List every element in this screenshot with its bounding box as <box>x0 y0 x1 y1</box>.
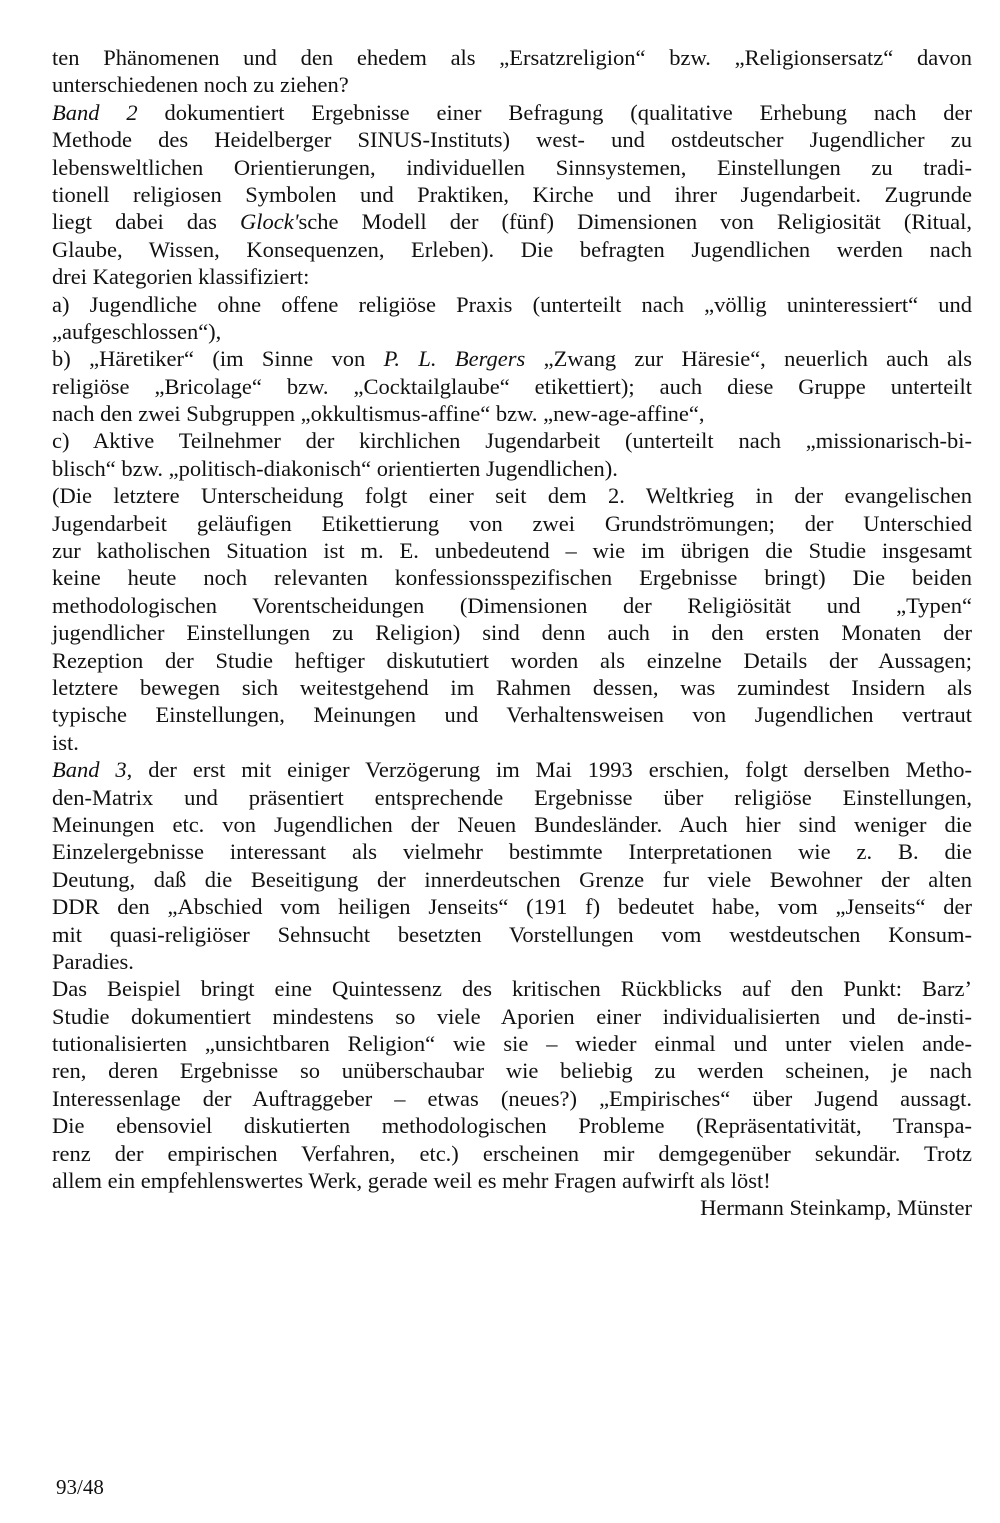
text-segment: blisch“ bzw. „politisch-diakonisch“ orientierten Jugendlichen). <box>52 455 618 481</box>
text-line <box>52 1167 972 1194</box>
text-line <box>52 510 972 537</box>
text-line <box>52 482 972 509</box>
text-line <box>52 291 972 318</box>
text-segment: DDR den „Abschied vom heiligen Jenseits“ (191 f) bedeutet habe, vom „Jenseits“ der <box>52 894 972 920</box>
author-signature: Hermann Steinkamp, Münster <box>700 1195 972 1221</box>
text-line <box>52 975 972 1002</box>
text-segment: Die ebensoviel diskutierten methodologischen Probleme (Repräsentativität, Transpa- <box>52 1113 972 1139</box>
text-line <box>52 1057 972 1084</box>
text-segment: Studie dokumentiert mindestens so viele Aporien einer individualisierten und de-insti- <box>52 1003 972 1029</box>
text-segment: Meinungen etc. von Jugendlichen der Neuen Bundesländer. Auch hier sind weniger die <box>52 811 972 837</box>
text-line <box>52 811 972 838</box>
text-segment: jugendlicher Einstellungen zu Religion) sind denn auch in den ersten Monaten der <box>52 620 972 646</box>
text-segment: sche Modell der (fünf) Dimensionen von Religiosität (Ritual, <box>298 209 972 235</box>
text-line <box>52 1140 972 1167</box>
text-segment: methodologischen Vorentscheidungen (Dimensionen der Religiösität und „Typen“ <box>52 592 972 618</box>
text-line <box>52 784 972 811</box>
text-line <box>52 619 972 646</box>
text-line <box>52 1003 972 1030</box>
text-line <box>52 181 972 208</box>
text-segment: lebensweltlichen Orientierungen, individuellen Sinnsystemen, Einstellungen zu tradi- <box>52 154 972 180</box>
italic-text: P. L. Bergers <box>383 346 526 372</box>
text-line <box>52 838 972 865</box>
text-segment: keine heute noch relevanten konfessionsspezifischen Ergebnisse bringt) Die beiden <box>52 565 972 591</box>
text-segment: Rezeption der Studie heftiger diskututiert worden als einzelne Details der Aussagen; <box>52 647 972 673</box>
page-number: 93/48 <box>56 1475 104 1499</box>
text-line <box>52 400 972 427</box>
text-segment: c) Aktive Teilnehmer der kirchlichen Jugendarbeit (unterteilt nach „missionarisch-bi- <box>52 428 972 454</box>
text-line <box>52 44 972 71</box>
text-segment: allem ein empfehlenswertes Werk, gerade weil es mehr Fragen aufwirft als löst! <box>52 1168 771 1194</box>
text-line <box>52 71 972 98</box>
text-segment: dokumentiert Ergebnisse einer Befragung (qualitative Erhebung nach der <box>137 99 972 125</box>
text-line <box>52 674 972 701</box>
text-segment: unterschiedenen noch zu ziehen? <box>52 72 349 98</box>
text-line <box>52 427 972 454</box>
text-segment: a) Jugendliche ohne offene religiöse Praxis (unterteilt nach „völlig uninteressiert“ und <box>52 291 972 317</box>
text-segment: ist. <box>52 729 79 755</box>
text-line <box>52 154 972 181</box>
text-line <box>52 99 972 126</box>
text-line <box>52 564 972 591</box>
text-segment: Paradies. <box>52 948 134 974</box>
text-segment: renz der empirischen Verfahren, etc.) erscheinen mir demgegenüber sekundär. Trotz <box>52 1140 972 1166</box>
text-segment: letztere bewegen sich weitestgehend im Rahmen dessen, was zumindest Insidern als <box>52 674 972 700</box>
text-line <box>52 1112 972 1139</box>
text-segment: „aufgeschlossen“), <box>52 318 222 344</box>
text-segment: den-Matrix und präsentiert entsprechende Ergebnisse über religiöse Einstellungen, <box>52 784 972 810</box>
text-line <box>52 126 972 153</box>
text-line <box>52 1030 972 1057</box>
text-segment: Methode des Heidelberger SINUS-Instituts) west- und ostdeutscher Jugendlicher zu <box>52 127 972 153</box>
text-line <box>52 263 972 290</box>
text-segment: ten Phänomenen und den ehedem als „Ersatzreligion“ bzw. „Religionsersatz“ davon <box>52 45 972 70</box>
text-line <box>52 1085 972 1112</box>
text-line <box>52 647 972 674</box>
italic-text: Glock' <box>240 209 299 235</box>
text-segment: Glaube, Wissen, Konsequenzen, Erleben). Die befragten Jugendlichen werden nach <box>52 236 972 262</box>
text-line <box>52 948 972 975</box>
text-line <box>52 893 972 920</box>
page-body <box>52 44 972 1222</box>
text-segment: mit quasi-religiöser Sehnsucht besetzten Vorstellungen vom westdeutschen Konsum- <box>52 921 972 947</box>
text-segment: (Die letztere Unterscheidung folgt einer seit dem 2. Weltkrieg in der evangelischen <box>52 483 972 509</box>
text-line <box>52 345 972 372</box>
text-segment: liegt dabei das <box>52 209 240 235</box>
text-segment: Jugendarbeit geläufigen Etikettierung von zwei Grundströmungen; der Unterschied <box>52 510 972 536</box>
text-segment: „Zwang zur Häresie“, neuerlich auch als <box>525 346 972 372</box>
text-segment: zur katholischen Situation ist m. E. unbedeutend – wie im übrigen die Studie insgesamt <box>52 538 972 564</box>
text-line <box>52 866 972 893</box>
text-line <box>52 373 972 400</box>
text-line <box>52 701 972 728</box>
text-line <box>52 729 972 756</box>
text-line <box>52 592 972 619</box>
text-segment: Deutung, daß die Beseitigung der innerdeutschen Grenze fur viele Bewohner der alten <box>52 866 972 892</box>
text-line <box>52 537 972 564</box>
italic-text: Band 3 <box>52 757 127 783</box>
text-segment: tutionalisierten „unsichtbaren Religion“ wie sie – wieder einmal und unter vielen ande- <box>52 1031 972 1057</box>
text-line <box>52 236 972 263</box>
text-segment: nach den zwei Subgruppen „okkultismus-affine“ bzw. „new-age-affine“, <box>52 401 705 427</box>
text-line <box>52 318 972 345</box>
text-line <box>52 921 972 948</box>
text-segment: Interessenlage der Auftraggeber – etwas (neues?) „Empirisches“ über Jugend aussagt. <box>52 1085 972 1111</box>
text-segment: Einzelergebnisse interessant als vielmehr bestimmte Interpretationen wie z. B. die <box>52 839 972 865</box>
text-segment: religiöse „Bricolage“ bzw. „Cocktailglaube“ etikettiert); auch diese Gruppe unterteilt <box>52 373 972 399</box>
italic-text: Band 2 <box>52 99 138 125</box>
text-line <box>52 455 972 482</box>
text-line <box>52 756 972 783</box>
text-line <box>52 208 972 235</box>
text-segment: b) „Häretiker“ (im Sinne von <box>52 346 384 372</box>
text-segment: Das Beispiel bringt eine Quintessenz des kritischen Rückblicks auf den Punkt: Barz’ <box>52 976 972 1002</box>
text-segment: drei Kategorien klassifiziert: <box>52 264 310 290</box>
text-segment: tionell religiosen Symbolen und Praktiken, Kirche und ihrer Jugendarbeit. Zugrunde <box>52 181 972 207</box>
text-segment: ren, deren Ergebnisse so unüberschaubar wie beliebig zu werden scheinen, je nach <box>52 1058 972 1084</box>
text-segment: typische Einstellungen, Meinungen und Verhaltensweisen von Jugendlichen vertraut <box>52 702 972 728</box>
text-segment: , der erst mit einiger Verzögerung im Mai 1993 erschien, folgt derselben Metho- <box>126 757 972 783</box>
